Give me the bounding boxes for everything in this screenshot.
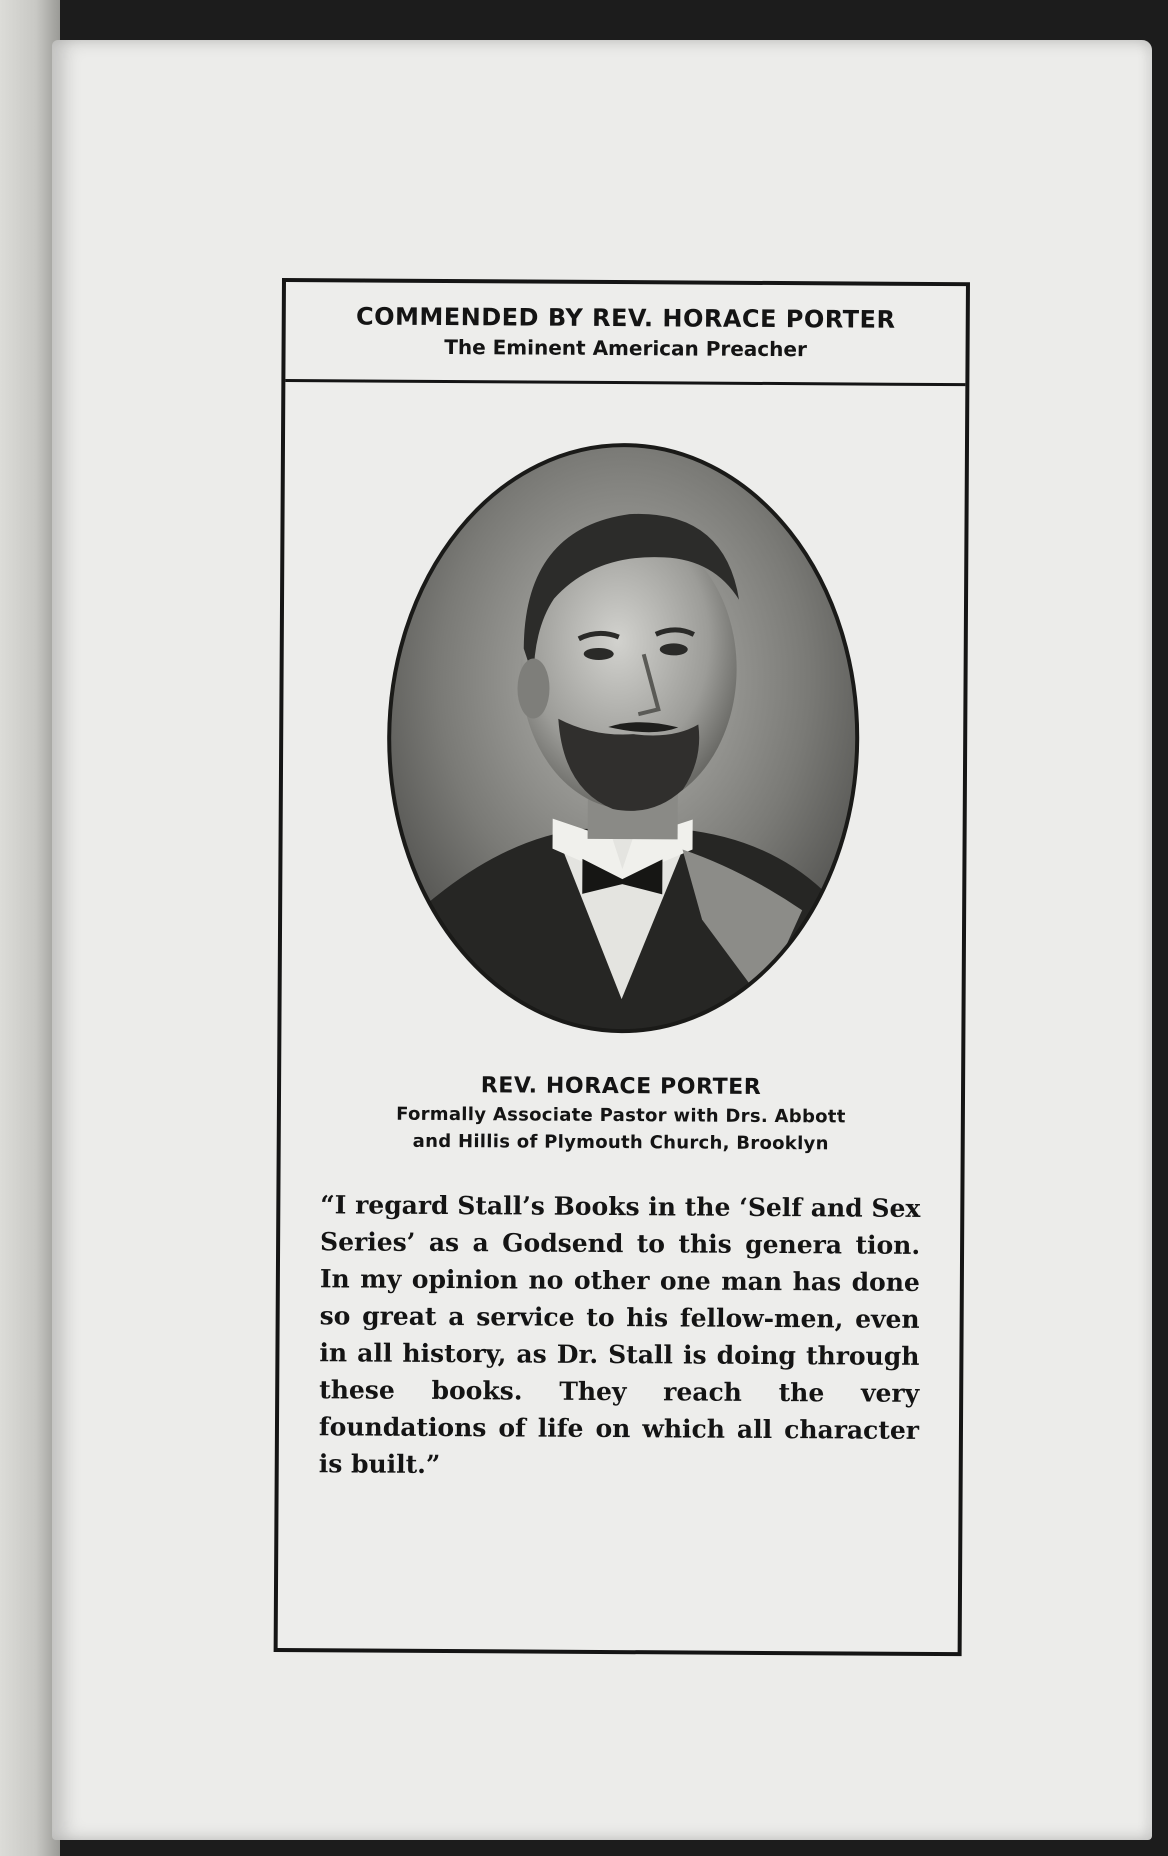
caption-line-1: Formally Associate Pastor with Drs. Abbott bbox=[396, 1103, 846, 1128]
book-spine bbox=[0, 0, 60, 1856]
caption-name: REV. HORACE PORTER bbox=[480, 1073, 762, 1100]
portrait-photo-icon bbox=[381, 438, 865, 1039]
header-subtitle: The Eminent American Preacher bbox=[444, 334, 807, 362]
book-page bbox=[52, 40, 1152, 1840]
header-title: COMMENDED BY REV. HORACE PORTER bbox=[355, 302, 896, 334]
caption-line-2: and Hillis of Plymouth Church, Brooklyn bbox=[412, 1130, 829, 1155]
testimonial-quote: “I regard Stall’s Books in the ‘Self and Sex Series’ as a Godsend to this genera tion. In my opinion no other one man has done so great a service to his fellow-men, even in all history, as Dr. Stall is doing through these books. They reach the very foundations of life on which all character is built.” bbox=[318, 1190, 921, 1479]
commendation-frame bbox=[274, 278, 970, 1656]
commendation-header bbox=[285, 282, 966, 386]
portrait-caption bbox=[281, 1072, 961, 1155]
